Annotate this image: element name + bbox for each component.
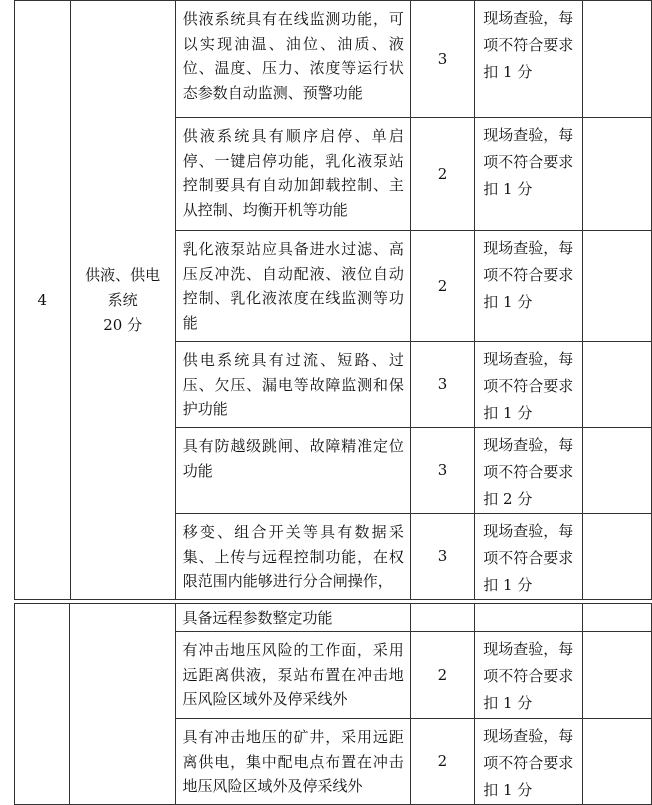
requirement-cell: 供电系统具有过流、短路、过压、欠压、漏电等故障监测和保护功能 (175, 342, 410, 428)
method-cell: 现场查验，每项不符合要求扣 1 分 (475, 1, 582, 118)
requirement-cell: 供液系统具有顺序启停、单启停、一键启停功能，乳化液泵站控制要具有自动加卸载控制、主从控制、均衡开机等功能 (175, 118, 410, 231)
remark-cell (582, 514, 651, 600)
scoring-table-upper (14, 0, 652, 600)
remark-cell (582, 632, 651, 719)
score-cell: 2 (410, 719, 474, 805)
scoring-table-continued (14, 603, 652, 805)
section-number: 4 (15, 1, 71, 600)
table-row (15, 1, 652, 118)
requirement-cell: 乳化液泵站应具备进水过滤、高压反冲洗、自动配液、液位自动控制、乳化液浓度在线监测等功能 (175, 231, 410, 342)
method-cell: 现场查验，每项不符合要求扣 1 分 (475, 514, 582, 600)
score-cell: 2 (410, 231, 474, 342)
section-name-line: 系统 (107, 290, 138, 309)
method-cell: 现场查验，每项不符合要求扣 1 分 (475, 118, 582, 231)
section-name (70, 1, 175, 600)
section-name-line: 20 分 (103, 315, 143, 334)
method-cell: 现场查验，每项不符合要求扣 1 分 (475, 719, 582, 805)
remark-cell (582, 719, 651, 805)
requirement-cell: 具有冲击地压的矿井，采用远距离供电，集中配电点布置在冲击地压风险区域外及停采线外 (175, 719, 410, 805)
requirement-cell: 有冲击地压风险的工作面，采用远距离供液，泵站布置在冲击地压风险区域外及停采线外 (175, 632, 410, 719)
remark-cell (582, 342, 651, 428)
method-cell: 现场查验，每项不符合要求扣 2 分 (475, 428, 582, 514)
requirement-cell: 具有防越级跳闸、故障精准定位功能 (175, 428, 410, 514)
method-cell: 现场查验，每项不符合要求扣 1 分 (475, 231, 582, 342)
score-cell: 2 (410, 632, 474, 719)
score-cell: 3 (410, 342, 474, 428)
remark-cell (582, 428, 651, 514)
score-cell: 3 (410, 428, 474, 514)
method-cell: 现场查验，每项不符合要求扣 1 分 (475, 342, 582, 428)
score-cell: 3 (410, 514, 474, 600)
score-cell: 3 (410, 1, 474, 118)
score-cell (410, 604, 474, 632)
remark-cell (582, 1, 651, 118)
method-cell (475, 604, 582, 632)
section-number-cell (15, 604, 70, 805)
requirement-cell: 供液系统具有在线监测功能，可以实现油温、油位、油质、液位、温度、压力、浓度等运行状态参数自动监测、预警功能 (175, 1, 410, 118)
table-row (15, 604, 652, 632)
requirement-cell: 移变、组合开关等具有数据采集、上传与远程控制功能，在权限范围内能够进行分合闸操作， (175, 514, 410, 600)
remark-cell (582, 118, 651, 231)
remark-cell (582, 604, 651, 632)
section-name-line: 供液、供电 (85, 265, 161, 284)
score-cell: 2 (410, 118, 474, 231)
section-name-cell (70, 604, 175, 805)
remark-cell (582, 231, 651, 342)
requirement-cell: 具备远程参数整定功能 (175, 604, 410, 632)
method-cell: 现场查验，每项不符合要求扣 1 分 (475, 632, 582, 719)
